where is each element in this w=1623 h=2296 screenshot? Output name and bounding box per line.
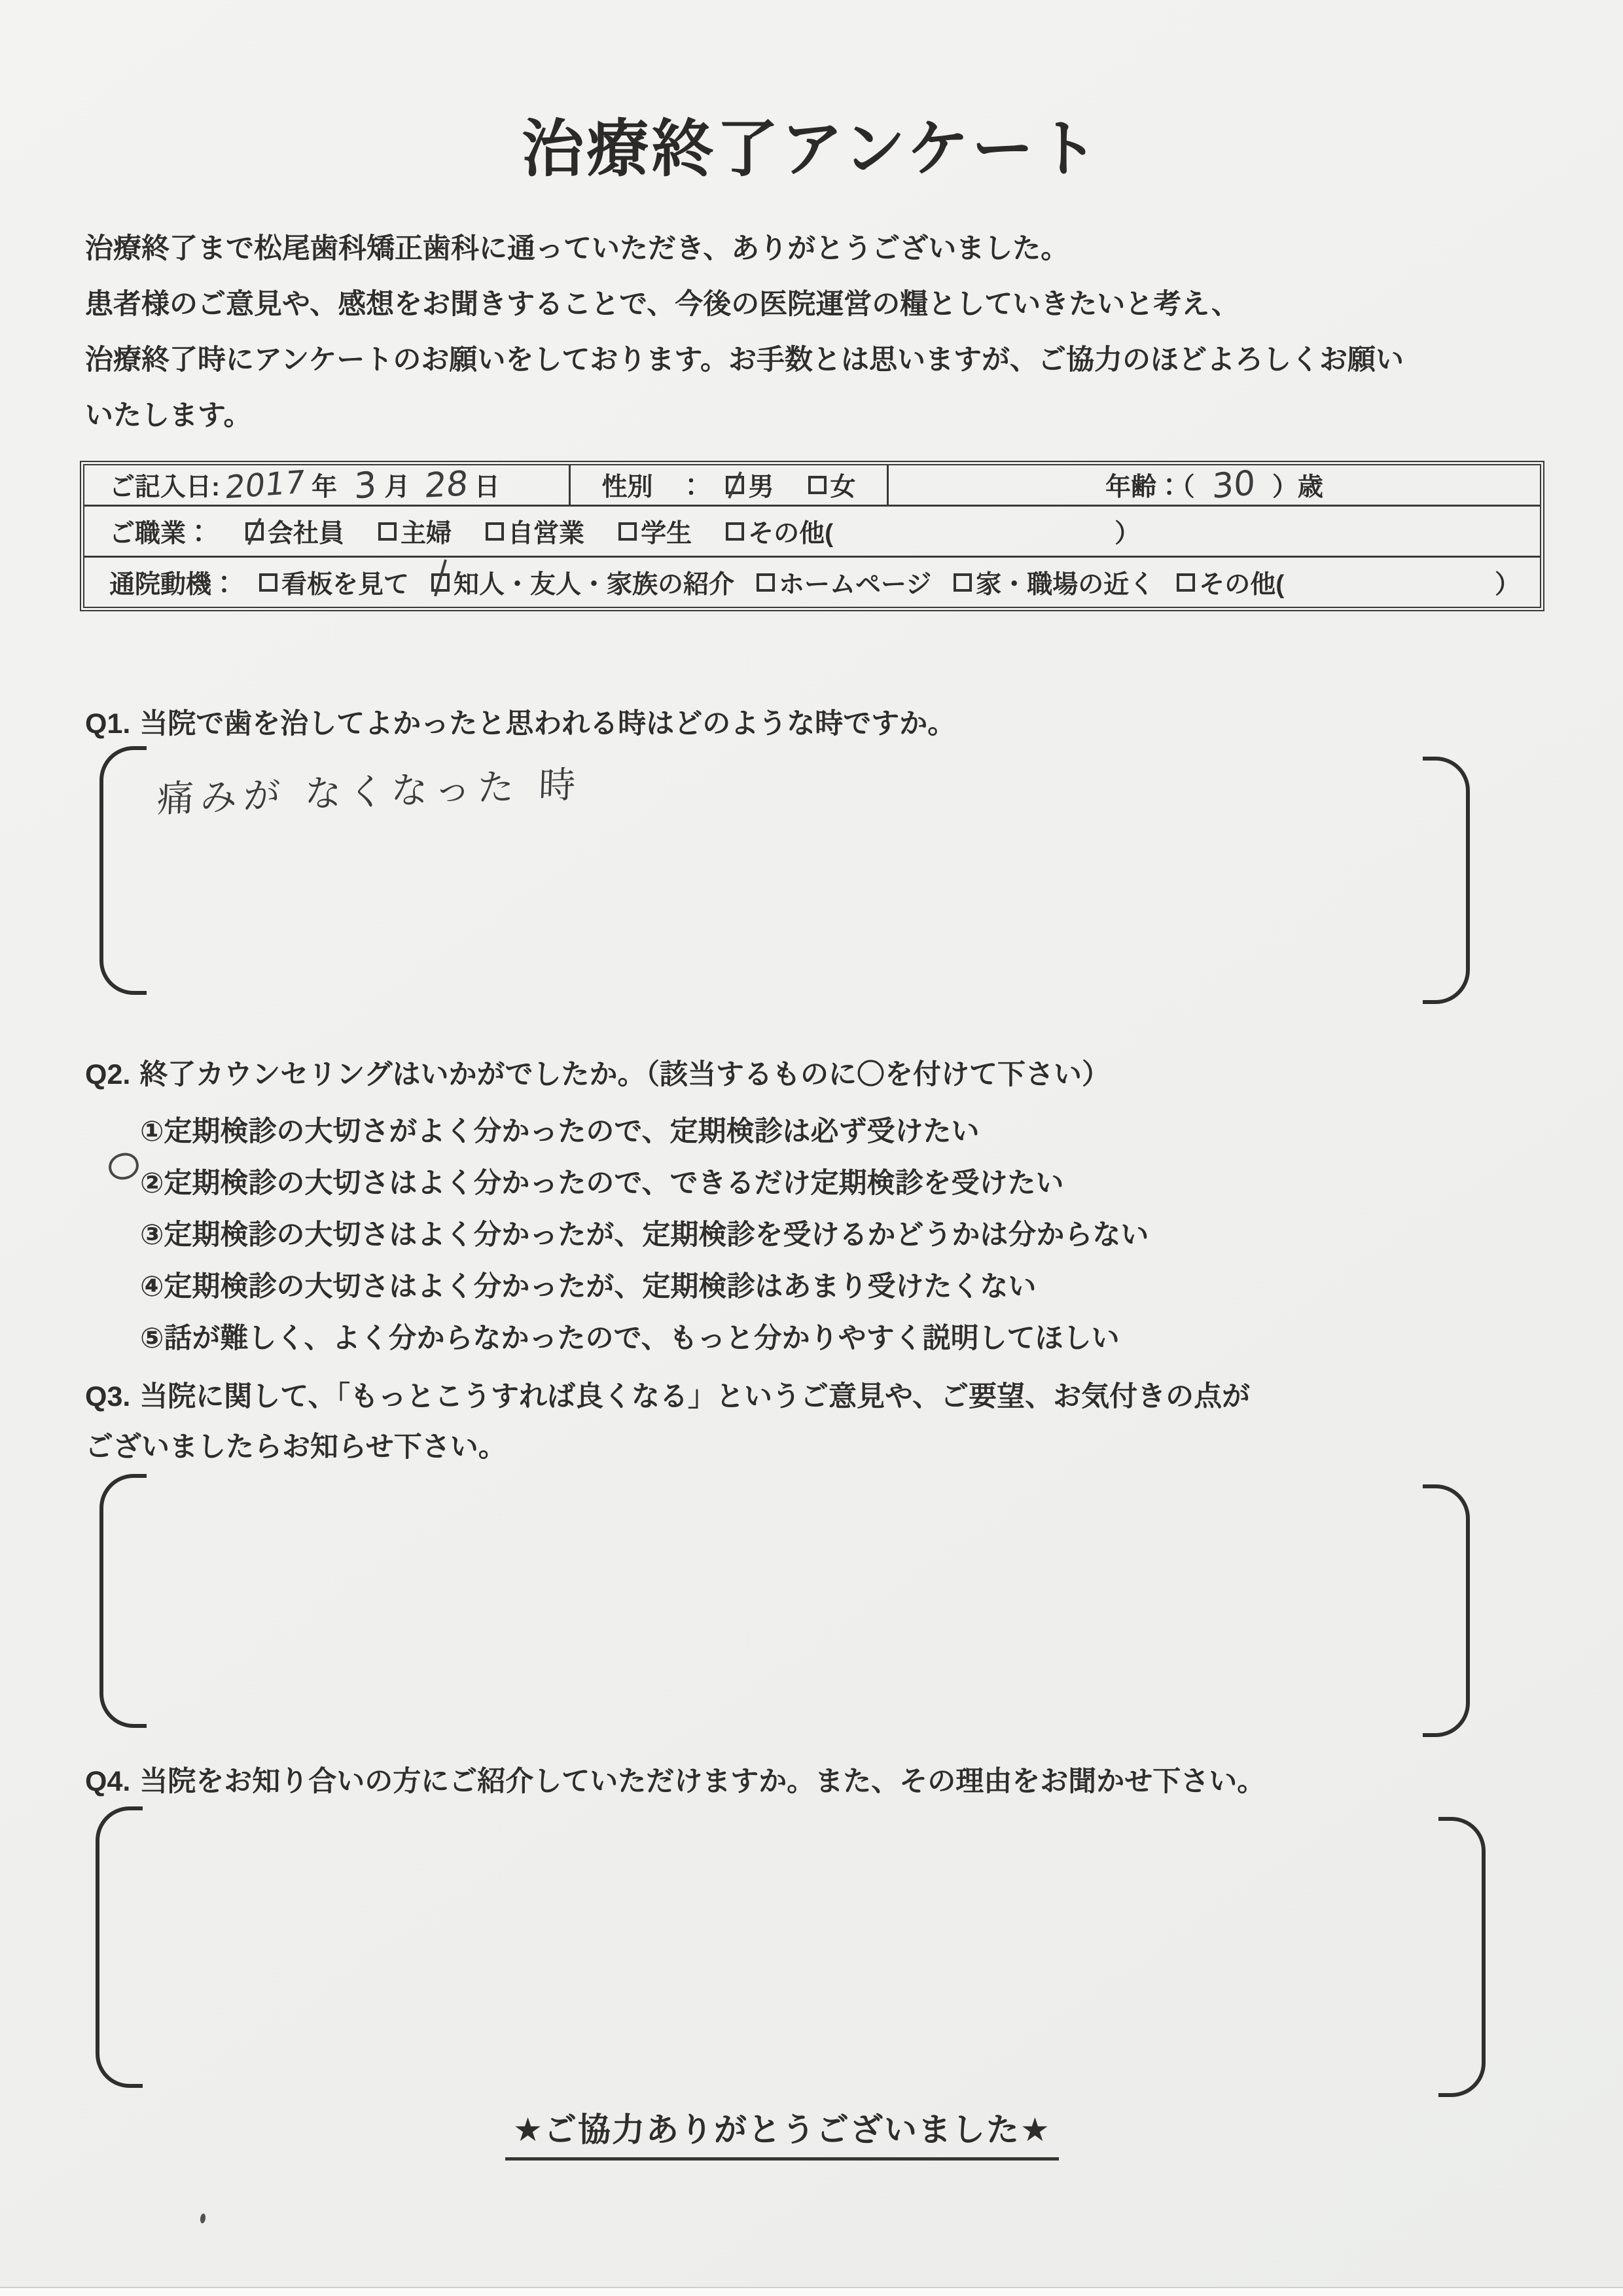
answer-bracket-left [96, 1806, 143, 2088]
motive-option-label: ホームページ [779, 570, 932, 599]
intro-paragraph [85, 221, 1518, 444]
checkbox-self-employed [486, 522, 504, 541]
page-title: 治療終了アンケート [522, 115, 1101, 184]
q4-text: 当院をお知り合いの方にご紹介していただけますか。また、その理由をお聞かせ下さい。 [139, 1766, 1266, 1797]
q1-answer-area [99, 746, 1470, 995]
motive-close-paren: ） [1494, 570, 1520, 599]
occupation-option-label: その他( [748, 519, 834, 548]
date-label: ご記入日: [109, 473, 220, 501]
handwritten-month: 3 [354, 463, 377, 507]
age-label: 年齢：（ [1105, 473, 1195, 501]
footer-thanks-text: ★ご協力ありがとうございました★ [505, 2104, 1059, 2161]
answer-bracket-right [1423, 1484, 1470, 1737]
checkbox-male-checked [726, 476, 744, 494]
q4-number: Q4. [85, 1766, 131, 1797]
occupation-option-label: 自営業 [508, 519, 585, 548]
occupation-close-paren: ） [1115, 519, 1141, 548]
checkbox-other-occupation [726, 522, 744, 541]
motive-option [757, 564, 931, 601]
q1-text: 当院で歯を治してよかったと思われる時はどのような時ですか。 [139, 708, 956, 740]
checkbox-student [618, 522, 637, 541]
q2-option-5: ⑤話が難しく、よく分からなかったので、もっと分かりやすく説明してほしい [140, 1323, 1120, 1354]
q2-number: Q2. [85, 1059, 131, 1090]
year-unit: 年 [312, 473, 338, 501]
answer-bracket-right [1438, 1817, 1486, 2097]
q2-option-3: ③定期検診の大切さはよく分かったが、定期検診を受けるかどうかは分からない [140, 1219, 1149, 1251]
handwritten-age: 30 [1211, 463, 1256, 507]
occupation-option-label: 主婦 [401, 519, 452, 548]
motive-option-label: その他( [1199, 570, 1285, 599]
intro-line: 患者様のご意見や、感想をお聞きすることで、今後の医院運営の糧としていきたいと考え、 [85, 289, 1240, 320]
intro-line: いたします。 [85, 400, 252, 431]
motive-option-label: 看板を見て [281, 570, 410, 599]
occupation-option [726, 513, 833, 550]
motive-option-label: 知人・友人・家族の紹介 [454, 570, 735, 599]
month-unit: 月 [384, 473, 410, 501]
motive-option-label: 家・職場の近く [976, 570, 1155, 599]
motive-option [1177, 564, 1284, 601]
answer-bracket-right [1423, 757, 1470, 1004]
q4-heading [85, 1759, 1265, 1799]
motive-option [259, 564, 409, 601]
q2-heading [85, 1052, 1110, 1092]
occupation-option [378, 513, 452, 550]
checkbox-housewife [378, 522, 397, 541]
footer-thanks [0, 2104, 1564, 2161]
q4-answer-area [96, 1806, 1486, 2088]
q3-heading-line1 [85, 1374, 1250, 1414]
table-row-occupation [84, 505, 1540, 556]
motive-label: 通院動機： [109, 570, 238, 599]
day-unit: 日 [474, 473, 500, 501]
date-cell [84, 465, 569, 505]
gender-label: 性別 ： [601, 473, 704, 501]
q3-answer-area [99, 1474, 1470, 1728]
handwritten-year: 2017 [223, 463, 307, 507]
occupation-option [618, 513, 692, 550]
gender-option-label: 男 [748, 473, 774, 501]
checkbox-saw-signboard [259, 573, 277, 592]
handwritten-day: 28 [422, 464, 470, 506]
gender-option-female [808, 467, 856, 503]
table-row-visit-motive [84, 556, 1540, 607]
answer-bracket-left [99, 1474, 147, 1728]
q1-heading [85, 702, 955, 742]
motive-option [954, 564, 1154, 601]
q3-heading-line2 [85, 1425, 507, 1465]
q1-number: Q1. [85, 708, 131, 740]
answer-bracket-left [99, 746, 147, 995]
q2-text: 終了カウンセリングはいかがでしたか。（該当するものに〇を付けて下さい） [139, 1059, 1110, 1090]
q3-number: Q3. [85, 1381, 131, 1412]
scan-edge [0, 2287, 1623, 2296]
motive-option [431, 564, 734, 601]
occupation-option-label: 会社員 [268, 519, 345, 548]
occupation-option-label: 学生 [641, 519, 692, 548]
intro-line: 治療終了まで松尾歯科矯正歯科に通っていただき、ありがとうございました。 [85, 233, 1069, 264]
checkbox-company-employee-checked [245, 522, 264, 541]
q2-option-1: ①定期検診の大切さがよく分かったので、定期検診は必ず受けたい [140, 1116, 980, 1147]
occupation-option [245, 513, 344, 550]
table-row-date-gender-age [84, 465, 1540, 505]
occupation-option [486, 513, 584, 550]
checkbox-near-home-work [954, 573, 972, 592]
q2-option-4: ④定期検診の大切さはよく分かったが、定期検診はあまり受けたくない [140, 1271, 1037, 1302]
checkbox-female [808, 476, 827, 494]
age-cell [887, 465, 1540, 505]
gender-cell [569, 465, 887, 505]
q2-option-list [140, 1103, 1149, 1362]
occupation-label: ご職業： [109, 519, 212, 548]
q3-text-line1: 当院に関して、「もっとこうすれば良くなる」というご意見や、ご要望、お気付きの点が [139, 1381, 1251, 1412]
respondent-info-table [80, 461, 1544, 611]
checkbox-referral-checked [431, 573, 450, 592]
ink-speck [200, 2214, 206, 2224]
q3-text-line2: ございましたらお知らせ下さい。 [85, 1431, 507, 1463]
checkbox-homepage [757, 573, 775, 592]
checkbox-other-motive [1177, 573, 1195, 592]
hand-drawn-circle-mark [106, 1151, 141, 1183]
age-suffix: ）歳 [1272, 473, 1323, 501]
handwritten-q1-answer: 痛みが なくなった 時 [156, 763, 583, 821]
gender-option-label: 女 [830, 473, 856, 501]
intro-line: 治療終了時にアンケートのお願いをしております。お手数とは思いますが、ご協力のほどよろしくお願い [85, 344, 1404, 376]
q2-option-2-circled: ②定期検診の大切さはよく分かったので、できるだけ定期検診を受けたい [140, 1168, 1064, 1199]
gender-option-male [726, 467, 774, 503]
